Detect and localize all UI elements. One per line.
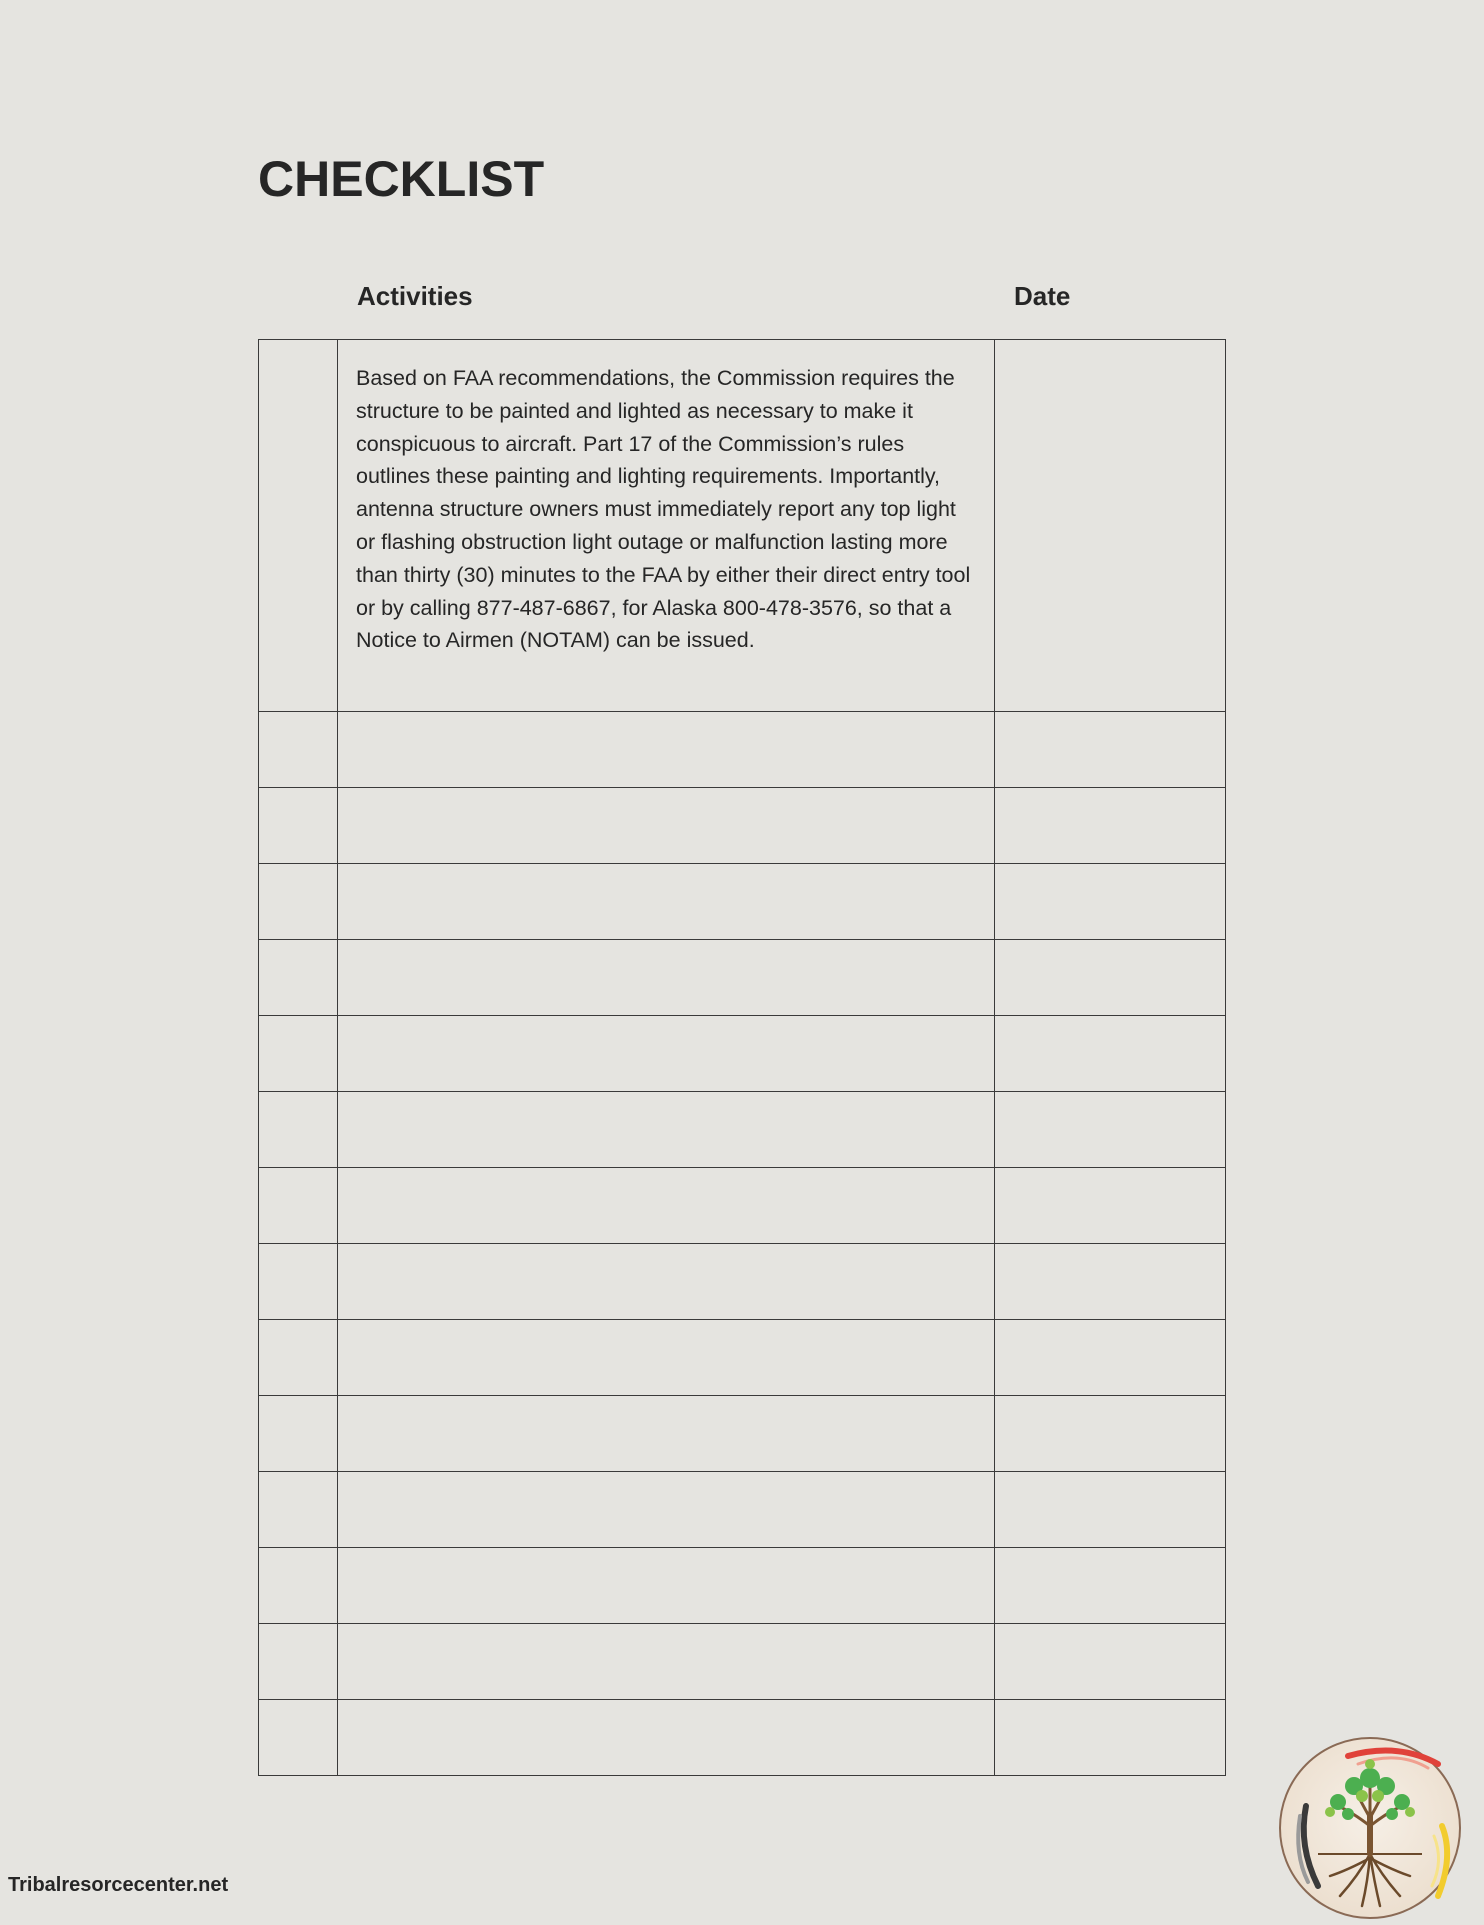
check-cell[interactable] xyxy=(259,1548,338,1624)
table-row xyxy=(259,340,1226,712)
activities-column-header: Activities xyxy=(357,281,473,311)
check-cell[interactable] xyxy=(259,1244,338,1320)
activity-cell[interactable] xyxy=(338,1472,995,1548)
date-cell[interactable] xyxy=(995,1624,1226,1700)
date-cell[interactable] xyxy=(995,1168,1226,1244)
activity-cell[interactable] xyxy=(338,1168,995,1244)
table-row xyxy=(259,1548,1226,1624)
date-cell[interactable] xyxy=(995,1092,1226,1168)
date-cell[interactable] xyxy=(995,1472,1226,1548)
check-cell[interactable] xyxy=(259,1016,338,1092)
table-row xyxy=(259,1092,1226,1168)
check-cell[interactable] xyxy=(259,940,338,1016)
activity-cell[interactable] xyxy=(338,340,995,712)
activity-cell[interactable] xyxy=(338,1320,995,1396)
page-title: CHECKLIST xyxy=(258,151,545,207)
table-row xyxy=(259,940,1226,1016)
checklist-table xyxy=(258,339,1226,1776)
date-cell[interactable] xyxy=(995,1548,1226,1624)
date-cell[interactable] xyxy=(995,712,1226,788)
table-row xyxy=(259,1396,1226,1472)
activity-cell[interactable] xyxy=(338,712,995,788)
activity-cell[interactable] xyxy=(338,1396,995,1472)
check-cell[interactable] xyxy=(259,1168,338,1244)
activity-cell[interactable] xyxy=(338,788,995,864)
footer-site-link[interactable]: Tribalresorcecenter.net xyxy=(8,1874,229,1896)
table-row xyxy=(259,1320,1226,1396)
date-column-header: Date xyxy=(1014,281,1071,311)
check-cell[interactable] xyxy=(259,1472,338,1548)
check-cell[interactable] xyxy=(259,788,338,864)
activity-text: Based on FAA recommendations, the Commission requires the structure to be painted and lighted as necessary to make it conspicuous to aircraft. Part 17 of the Commission’s rules outlines these painting and lighting requirements. Importantly, antenna structure owners must immediately report any top light or flashing obstruction light outage or malfunction lasting more than thirty (30) minutes to the FAA by either their direct entry tool or by calling 877-487-6867, for Alaska 800-478-3576, so that a Notice to Airmen (NOTAM) can be issued. xyxy=(356,366,971,653)
tree-of-life-logo-icon xyxy=(1278,1736,1462,1920)
activity-cell[interactable] xyxy=(338,1624,995,1700)
check-cell[interactable] xyxy=(259,1700,338,1776)
activity-cell[interactable] xyxy=(338,1092,995,1168)
date-cell[interactable] xyxy=(995,1700,1226,1776)
table-row xyxy=(259,788,1226,864)
date-cell[interactable] xyxy=(995,864,1226,940)
check-cell[interactable] xyxy=(259,340,338,712)
table-row xyxy=(259,712,1226,788)
date-cell[interactable] xyxy=(995,788,1226,864)
date-cell[interactable] xyxy=(995,1396,1226,1472)
check-cell[interactable] xyxy=(259,1320,338,1396)
check-cell[interactable] xyxy=(259,1624,338,1700)
date-cell[interactable] xyxy=(995,340,1226,712)
table-row xyxy=(259,1168,1226,1244)
activity-cell[interactable] xyxy=(338,1700,995,1776)
table-row xyxy=(259,864,1226,940)
table-row xyxy=(259,1700,1226,1776)
activity-cell[interactable] xyxy=(338,1548,995,1624)
check-cell[interactable] xyxy=(259,712,338,788)
table-row xyxy=(259,1244,1226,1320)
check-cell[interactable] xyxy=(259,864,338,940)
activity-cell[interactable] xyxy=(338,1016,995,1092)
date-cell[interactable] xyxy=(995,1244,1226,1320)
activity-cell[interactable] xyxy=(338,864,995,940)
date-cell[interactable] xyxy=(995,1320,1226,1396)
check-cell[interactable] xyxy=(259,1092,338,1168)
date-cell[interactable] xyxy=(995,940,1226,1016)
table-row xyxy=(259,1472,1226,1548)
date-cell[interactable] xyxy=(995,1016,1226,1092)
table-row xyxy=(259,1624,1226,1700)
activity-cell[interactable] xyxy=(338,1244,995,1320)
table-row xyxy=(259,1016,1226,1092)
check-cell[interactable] xyxy=(259,1396,338,1472)
activity-cell[interactable] xyxy=(338,940,995,1016)
